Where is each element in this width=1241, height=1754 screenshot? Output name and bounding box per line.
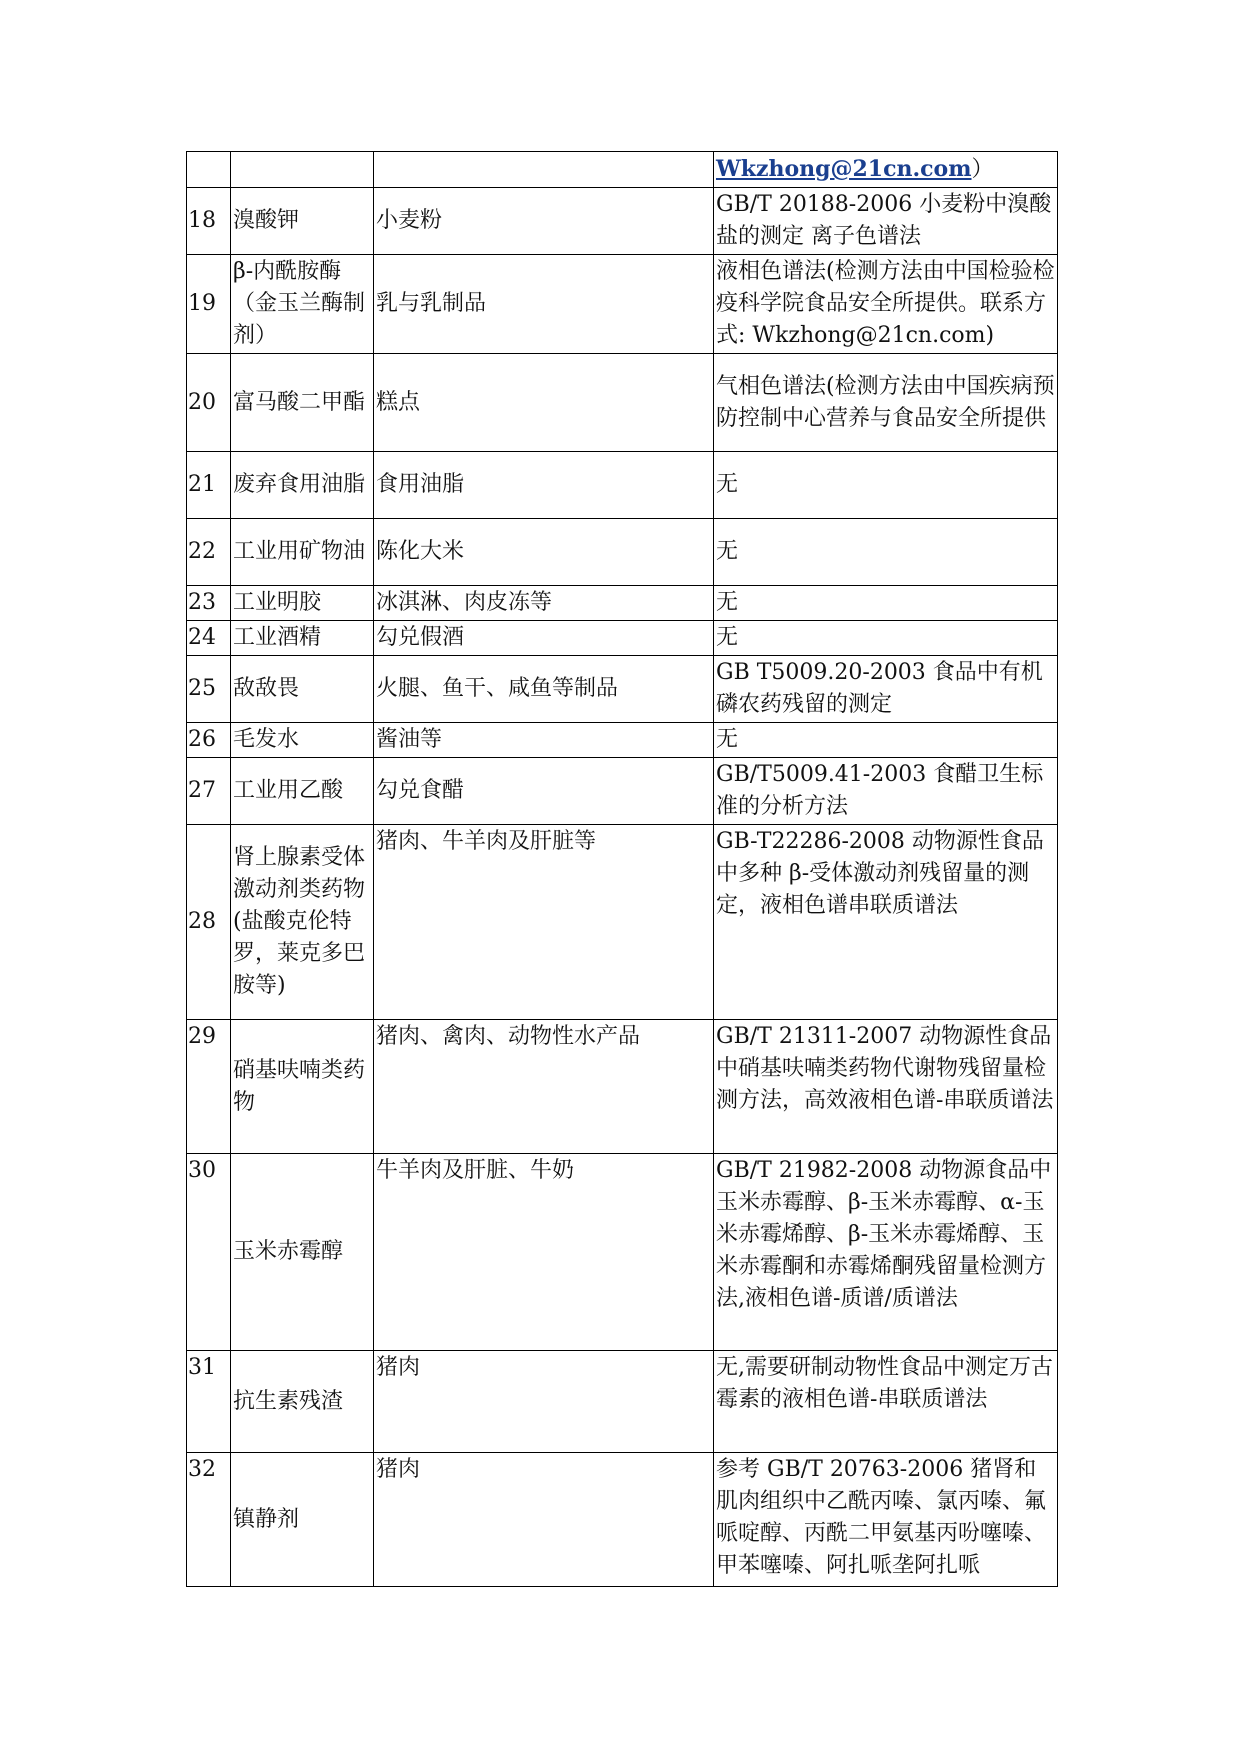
food-cell: 乳与乳制品 [374, 255, 714, 354]
substance-cell: 工业用矿物油 [231, 519, 374, 586]
method-cell: GB/T 21982-2008 动物源食品中玉米赤霉醇、β-玉米赤霉醇、α-玉米赤霉烯醇、β-玉米赤霉烯醇、玉米赤霉酮和赤霉烯酮残留量检测方法,液相色谱-质谱/质谱法 [714, 1154, 1058, 1351]
food-cell: 勾兑食醋 [374, 758, 714, 825]
food-cell: 小麦粉 [374, 188, 714, 255]
substance-cell: 工业明胶 [231, 586, 374, 621]
substance-cell: 肾上腺素受体激动剂类药物(盐酸克伦特罗，莱克多巴胺等) [231, 825, 374, 1020]
table-row-32 [187, 1453, 1058, 1587]
food-cell: 猪肉 [374, 1453, 714, 1587]
food-cell: 牛羊肉及肝脏、牛奶 [374, 1154, 714, 1351]
no-cell: 18 [187, 188, 231, 255]
substance-cell: 毛发水 [231, 723, 374, 758]
method-cell: 液相色谱法(检测方法由中国检验检疫科学院食品安全所提供。联系方式: Wkzhong@21cn.com) [714, 255, 1058, 354]
table-row-26 [187, 723, 1058, 758]
table-row-24 [187, 621, 1058, 656]
table-row-18 [187, 188, 1058, 255]
food-cell: 糕点 [374, 354, 714, 452]
food-cell: 冰淇淋、肉皮冻等 [374, 586, 714, 621]
food-cell: 猪肉、牛羊肉及肝脏等 [374, 825, 714, 1020]
no-cell: 29 [187, 1020, 231, 1154]
email-link[interactable]: Wkzhong@21cn.com [716, 156, 972, 182]
table-row-30 [187, 1154, 1058, 1351]
substance-cell: 玉米赤霉醇 [231, 1154, 374, 1351]
method-cell: GB/T 20188-2006 小麦粉中溴酸盐的测定 离子色谱法 [714, 188, 1058, 255]
method-cell: 无 [714, 621, 1058, 656]
food-cell: 猪肉、禽肉、动物性水产品 [374, 1020, 714, 1154]
food-cell: 酱油等 [374, 723, 714, 758]
no-cell: 20 [187, 354, 231, 452]
no-cell: 19 [187, 255, 231, 354]
method-cell: 参考 GB/T 20763-2006 猪肾和肌肉组织中乙酰丙嗪、氯丙嗪、氟哌啶醇、丙酰二甲氨基丙吩噻嗪、甲苯噻嗪、阿扎哌垄阿扎哌 [714, 1453, 1058, 1587]
substance-cell: 镇静剂 [231, 1453, 374, 1587]
no-cell [187, 152, 231, 188]
table-row-28 [187, 825, 1058, 1020]
food-cell: 食用油脂 [374, 452, 714, 519]
substance-cell: 工业酒精 [231, 621, 374, 656]
no-cell: 28 [187, 825, 231, 1020]
method-cell: GB/T 21311-2007 动物源性食品中硝基呋喃类药物代谢物残留量检测方法，高效液相色谱-串联质谱法 [714, 1020, 1058, 1154]
substance-cell: 敌敌畏 [231, 656, 374, 723]
substance-cell: 富马酸二甲酯 [231, 354, 374, 452]
method-cell: 无,需要研制动物性食品中测定万古霉素的液相色谱-串联质谱法 [714, 1351, 1058, 1453]
food-cell: 勾兑假酒 [374, 621, 714, 656]
food-cell: 陈化大米 [374, 519, 714, 586]
no-cell: 30 [187, 1154, 231, 1351]
table-row-31 [187, 1351, 1058, 1453]
table-row-29 [187, 1020, 1058, 1154]
substance-cell: 溴酸钾 [231, 188, 374, 255]
table-row-19 [187, 255, 1058, 354]
method-cell: GB/T5009.41-2003 食醋卫生标准的分析方法 [714, 758, 1058, 825]
table-row-27 [187, 758, 1058, 825]
no-cell: 27 [187, 758, 231, 825]
table-row-continuation [187, 152, 1058, 188]
no-cell: 21 [187, 452, 231, 519]
method-cell: GB-T22286-2008 动物源性食品中多种 β-受体激动剂残留量的测定，液相色谱串联质谱法 [714, 825, 1058, 1020]
substance-cell [231, 152, 374, 188]
table-row-20 [187, 354, 1058, 452]
substance-cell: 硝基呋喃类药物 [231, 1020, 374, 1154]
substance-cell: 抗生素残渣 [231, 1351, 374, 1453]
method-cell: 无 [714, 452, 1058, 519]
method-cell: GB T5009.20-2003 食品中有机磷农药残留的测定 [714, 656, 1058, 723]
no-cell: 32 [187, 1453, 231, 1587]
substance-cell: 废弃食用油脂 [231, 452, 374, 519]
no-cell: 26 [187, 723, 231, 758]
method-cell: 气相色谱法(检测方法由中国疾病预防控制中心营养与食品安全所提供 [714, 354, 1058, 452]
substance-cell: β-内酰胺酶（金玉兰酶制剂） [231, 255, 374, 354]
no-cell: 24 [187, 621, 231, 656]
method-cell [714, 152, 1058, 188]
table-row-21 [187, 452, 1058, 519]
closing-paren: ） [971, 157, 994, 182]
no-cell: 25 [187, 656, 231, 723]
method-cell: 无 [714, 586, 1058, 621]
method-cell: 无 [714, 519, 1058, 586]
food-cell: 猪肉 [374, 1351, 714, 1453]
table-row-23 [187, 586, 1058, 621]
no-cell: 23 [187, 586, 231, 621]
no-cell: 31 [187, 1351, 231, 1453]
no-cell: 22 [187, 519, 231, 586]
table-row-22 [187, 519, 1058, 586]
substance-table [186, 151, 1058, 1587]
substance-cell: 工业用乙酸 [231, 758, 374, 825]
table-row-25 [187, 656, 1058, 723]
method-cell: 无 [714, 723, 1058, 758]
food-cell [374, 152, 714, 188]
food-cell: 火腿、鱼干、咸鱼等制品 [374, 656, 714, 723]
